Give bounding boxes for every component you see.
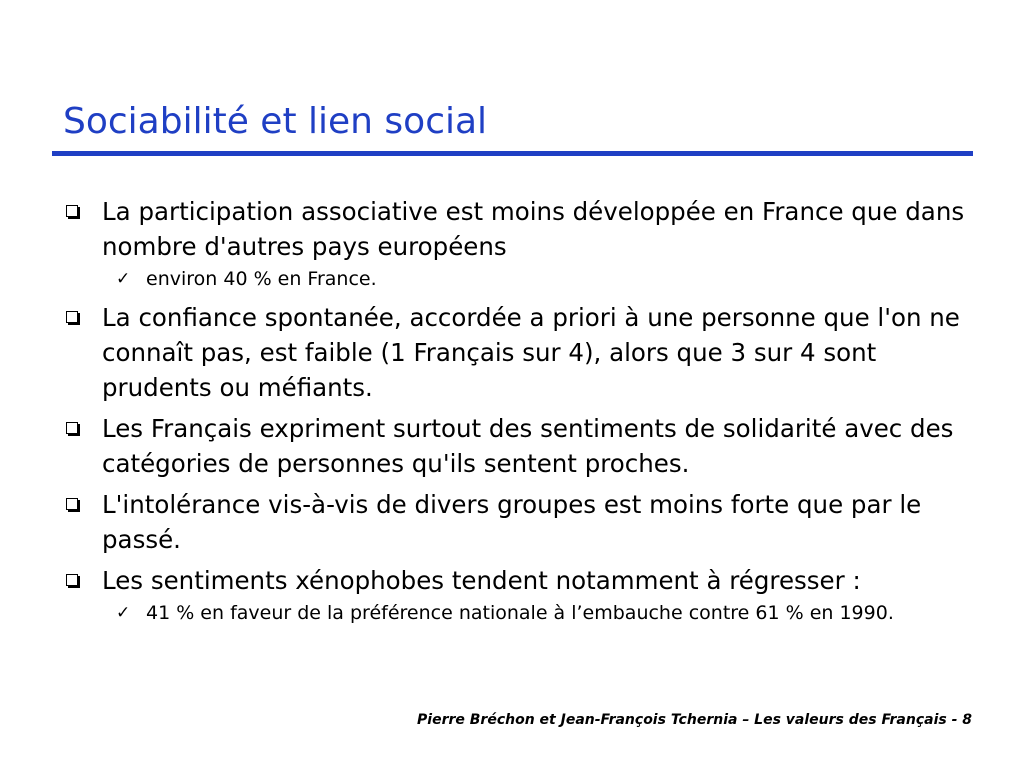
bullet-text: La participation associative est moins développée en France que dans nombre d'autres pays européens [102,197,965,261]
bullet-item [62,487,974,557]
sub-list [102,599,974,628]
square-bullet-icon [66,205,78,217]
bullet-item [62,194,974,294]
checkmark-icon: ✓ [116,603,131,623]
square-bullet-icon [66,498,78,510]
sub-bullet-item [102,599,974,628]
bullet-item [62,411,974,481]
slide-footer: Pierre Bréchon et Jean-François Tchernia – Les valeurs des Français - 8 [417,712,972,728]
bullet-item [62,563,974,628]
sub-bullet-item [102,265,974,294]
square-bullet-icon [66,422,78,434]
bullet-text: Les Français expriment surtout des sentiments de solidarité avec des catégories de personnes qu'ils sentent proches. [102,414,954,478]
bullet-text: Les sentiments xénophobes tendent notamment à régresser : [102,566,861,595]
title-underline [52,151,973,156]
slide-title: Sociabilité et lien social [63,101,488,142]
sub-bullet-text: environ 40 % en France. [146,268,377,290]
square-bullet-icon [66,574,78,586]
bullet-list [62,194,974,634]
bullet-item [62,300,974,405]
bullet-text: La confiance spontanée, accordée a priori à une personne que l'on ne connaît pas, est faible (1 Français sur 4), alors que 3 sur 4 sont prudents ou méfiants. [102,303,960,402]
checkmark-icon: ✓ [116,269,131,289]
sub-list [102,265,974,294]
square-bullet-icon [66,311,78,323]
sub-bullet-text: 41 % en faveur de la préférence nationale à l’embauche contre 61 % en 1990. [146,602,894,624]
bullet-text: L'intolérance vis-à-vis de divers groupes est moins forte que par le passé. [102,490,922,554]
